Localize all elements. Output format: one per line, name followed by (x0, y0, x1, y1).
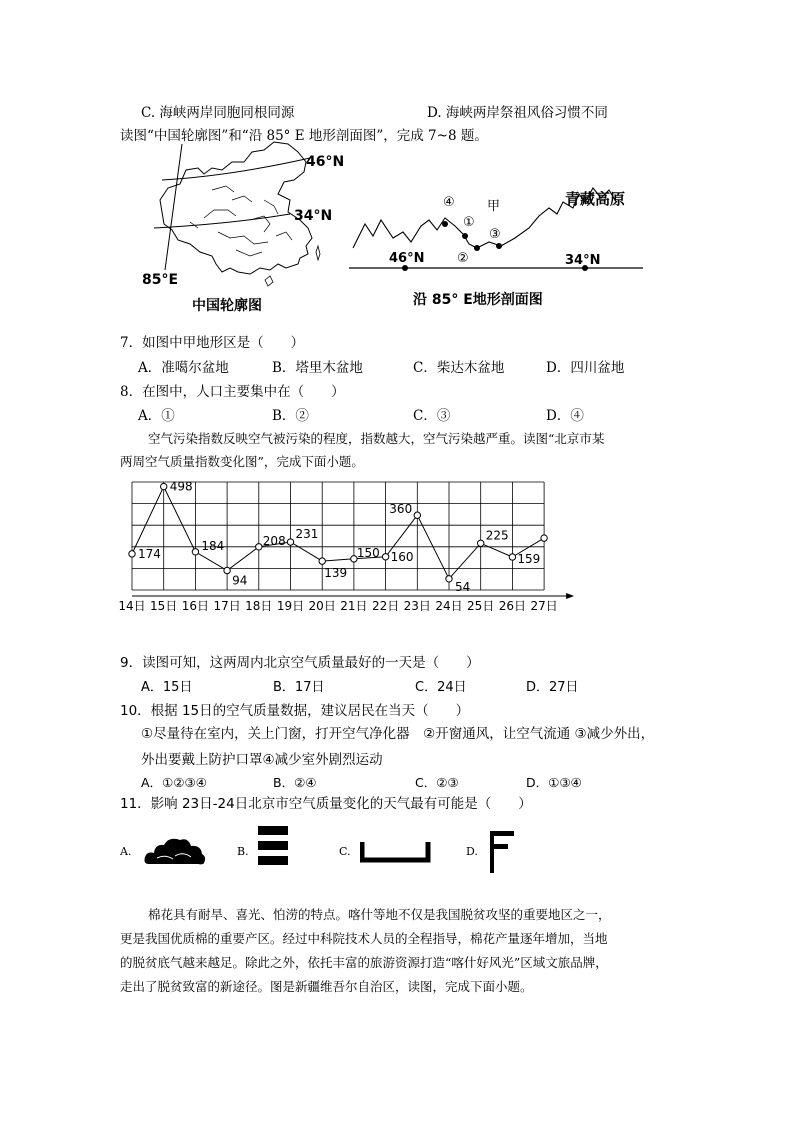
x-tick-label: 15日 (150, 599, 178, 613)
map-label-46n: 46°N (306, 154, 345, 170)
data-label: 184 (201, 538, 225, 553)
data-point (192, 549, 198, 555)
profile-label-jia: 甲 (487, 199, 501, 214)
x-axis-arrow (566, 593, 574, 599)
map-label-34n: 34°N (294, 208, 333, 224)
profile-marker-2: ② (457, 251, 469, 266)
q8-option-a[interactable]: A．① (138, 408, 175, 424)
option-c-prev: C. 海峡两岸同胞同根同源 (141, 105, 295, 121)
china-outline-shape (160, 142, 312, 274)
profile-label-tibet: 青藏高原 (565, 190, 626, 208)
x-tick-label: 25日 (467, 599, 495, 613)
china-outline-map (140, 140, 355, 315)
q8-option-b[interactable]: B．② (272, 408, 309, 424)
q10-line3: 外出要戴上防护口罩④减少室外剧烈运动 (141, 752, 383, 768)
q9-option-b[interactable]: B．17日 (273, 680, 325, 695)
q8-option-c[interactable]: C．③ (413, 408, 451, 424)
q11-option-d[interactable]: D. (466, 845, 478, 858)
q7-option-d[interactable]: D．四川盆地 (546, 360, 625, 376)
q7-stem: 7．如图中甲地形区是（ ） (120, 335, 305, 351)
x-tick-label: 20日 (308, 599, 336, 613)
data-point (129, 551, 135, 557)
data-point (509, 554, 515, 560)
q10-stem: 10．根据 15日的空气质量数据，建议居民在当天（ ） (120, 703, 470, 719)
fog-weather-icon[interactable] (258, 824, 288, 868)
q11-option-a[interactable]: A. (120, 845, 132, 858)
profile-label-46n: 46°N (389, 251, 425, 266)
passage-line1: 棉花具有耐旱、喜光、怕涝的特点。喀什等地不仅是我国脱贫攻坚的重要地区之一， (148, 907, 611, 922)
data-point (256, 544, 262, 550)
hainan-island (265, 276, 273, 286)
data-point (319, 558, 325, 564)
passage-line4: 走出了脱贫致富的新途径。图是新疆维吾尔自治区，读图，完成下面小题。 (120, 979, 533, 994)
q10-option-a[interactable]: A．①②③④ (141, 775, 207, 790)
profile-marker-1: ① (463, 215, 475, 230)
x-tick-label: 23日 (403, 599, 431, 613)
x-tick-label: 24日 (435, 599, 463, 613)
taiwan-island (316, 246, 320, 260)
longitude-line-85 (165, 144, 182, 270)
intro-7-8: 读图“中国轮廓图”和“沿 85° E 地形剖面图”，完成 7~8 题。 (120, 128, 488, 144)
data-label: 54 (455, 579, 471, 594)
profile-marker-4: ④ (443, 195, 455, 210)
data-point (161, 483, 167, 489)
series-line (132, 487, 544, 579)
data-label: 231 (295, 527, 319, 542)
q8-stem: 8．在图中，人口主要集中在（ ） (120, 384, 345, 400)
profile-point-2 (474, 245, 480, 251)
x-tick-label: 27日 (530, 599, 558, 613)
data-label: 150 (356, 545, 380, 560)
latitude-line-34 (154, 214, 290, 228)
passage-line2: 更是我国优质棉的重要产区。经过中科院技术人员的全程指导，棉花产量逐年增加，当地 (120, 931, 608, 946)
q9-option-a[interactable]: A．15日 (141, 680, 193, 695)
q9-option-d[interactable]: D．27日 (526, 680, 579, 695)
data-label: 139 (324, 566, 348, 581)
terrain-profile (345, 180, 650, 310)
data-point (541, 535, 547, 541)
data-point (446, 576, 452, 582)
x-tick-label: 21日 (340, 599, 368, 613)
map-label-85e: 85°E (142, 272, 179, 288)
data-label: 94 (232, 573, 248, 588)
q9-stem: 9．读图可知，这两周内北京空气质量最好的一天是（ ） (120, 655, 480, 671)
profile-point-4 (442, 221, 448, 227)
data-point (478, 540, 484, 546)
data-label: 360 (389, 502, 413, 517)
x-tick-label: 17日 (213, 599, 241, 613)
q7-option-a[interactable]: A．准噶尔盆地 (138, 360, 229, 376)
profile-point-3 (496, 243, 502, 249)
profile-caption: 沿 85° E地形剖面图 (413, 292, 543, 308)
data-point (414, 512, 420, 518)
x-tick-label: 18日 (245, 599, 273, 613)
x-tick-label: 26日 (498, 599, 527, 613)
q9-option-c[interactable]: C．24日 (415, 680, 467, 695)
q10-option-d[interactable]: D．①③④ (526, 775, 582, 790)
data-label: 208 (262, 533, 286, 548)
x-tick-label: 14日 (118, 599, 146, 613)
cloudy-weather-icon[interactable] (143, 832, 207, 868)
q8-option-d[interactable]: D．④ (546, 408, 584, 424)
q11-stem: 11．影响 23日-24日北京市空气质量变化的天气最有可能是（ ） (120, 796, 532, 812)
data-label: 225 (485, 528, 509, 543)
bracket-weather-icon[interactable] (360, 840, 432, 864)
q7-option-c[interactable]: C．柴达木盆地 (413, 360, 505, 376)
q10-option-b[interactable]: B．②④ (273, 775, 317, 790)
data-label: 160 (390, 549, 414, 564)
x-tick-label: 22日 (371, 599, 400, 613)
data-point (382, 554, 388, 560)
passage-line3: 的脱贫底气越来越足。除此之外，依托丰富的旅游资源打造“喀什好风光”区域文旅品牌， (120, 955, 608, 970)
q10-option-c[interactable]: C．②③ (415, 775, 459, 790)
data-label: 498 (169, 479, 193, 494)
data-point (287, 539, 293, 545)
profile-marker-3: ③ (489, 227, 501, 242)
intro-9-11-line1: 空气污染指数反映空气被污染的程度，指数越大，空气污染越严重。读图“北京市某 (148, 431, 605, 446)
x-tick-label: 16日 (181, 599, 210, 613)
option-d-prev: D. 海峡两岸祭祖风俗习惯不同 (427, 105, 608, 121)
map-caption: 中国轮廓图 (192, 298, 262, 314)
data-label: 159 (517, 551, 541, 566)
q10-line2: ①尽量待在室内，关上门窗，打开空气净化器 ②开窗通风，让空气流通 ③减少外出， (141, 726, 655, 742)
data-label: 174 (138, 546, 161, 561)
latitude-line-46 (162, 158, 310, 180)
x-tick-label: 19日 (276, 599, 305, 613)
q11-option-b[interactable]: B. (237, 845, 249, 858)
q11-option-c[interactable]: C. (339, 845, 351, 858)
intro-9-11-line2: 两周空气质量指数变化图”，完成下面小题。 (120, 454, 364, 469)
profile-point-1 (462, 233, 468, 239)
q7-option-b[interactable]: B．塔里木盆地 (272, 360, 363, 376)
wind-flag-icon[interactable] (488, 829, 518, 873)
data-point (224, 567, 230, 573)
aqi-line-chart (112, 474, 582, 616)
profile-label-34n: 34°N (565, 253, 601, 268)
